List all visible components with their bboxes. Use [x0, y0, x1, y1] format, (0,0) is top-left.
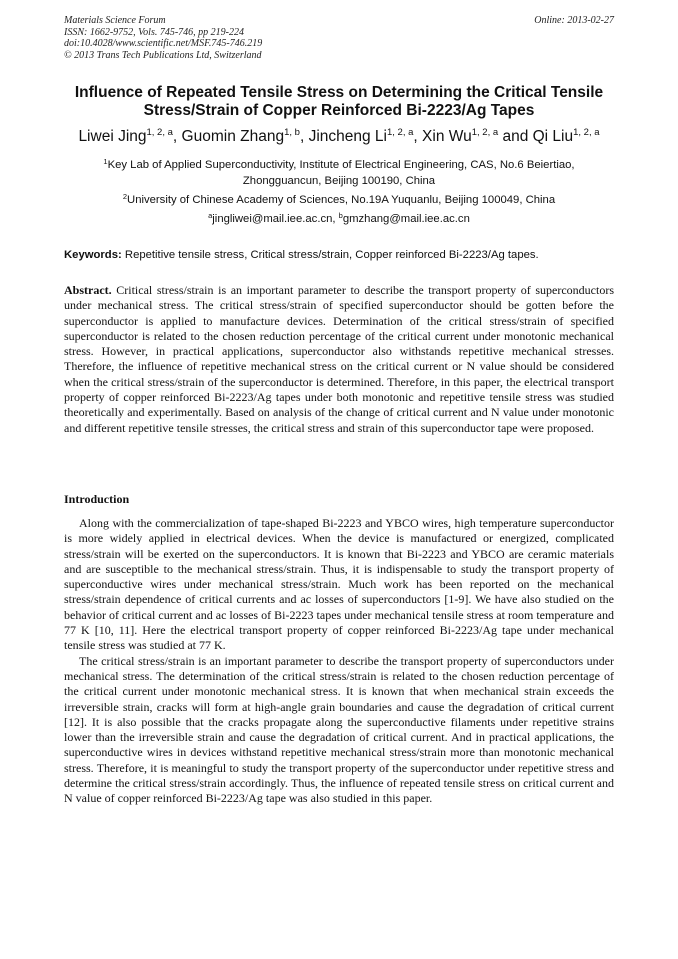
affiliation-2-text: University of Chinese Academy of Sciences, No.19A Yuquanlu, Beijing 100049, China	[127, 194, 556, 206]
online-date: Online: 2013-02-27	[534, 15, 614, 26]
author-affiliation-mark: 1, 2, a	[146, 127, 173, 138]
issn-line: ISSN: 1662-9752, Vols. 745-746, pp 219-224	[64, 26, 244, 38]
introduction-body	[64, 516, 614, 807]
introduction-heading: Introduction	[64, 492, 130, 506]
email-a-mark: a	[208, 211, 213, 220]
journal-header	[64, 15, 614, 61]
email-a: jingliwei@mail.iee.ac.cn,	[212, 213, 339, 225]
introduction-paragraph-1: Along with the commercialization of tape-shaped Bi-2223 and YBCO wires, high temperature superconductor is more widely applied in electrical devices. When the device is manufactured or energized, complicated stress/strain will be exerted on the superconductors. It is known that Bi-2223 and YBCO are ceramic materials and are susceptible to the mechanical stress/strain. Thus, it is indispensable to study the transport property of superconductive wires under mechanical stress/strain. Much work has been reported on the mechanical stress/strain dependence of critical currents and ac losses of superconductors [1-9]. We have also studied on the behavior of critical current and ac losses of Bi-2223 tapes under mechanical tensile stress at room temperature and 77 K [10, 11]. Here the electrical transport property of copper reinforced Bi-2223/Ag tape under mechanical tensile stress was studied at 77 K.	[64, 516, 614, 653]
author-affiliation-mark: 1, b	[284, 127, 300, 138]
abstract-text: Critical stress/strain is an important parameter to describe the transport property of superconductors under mechanical stress. The critical stress/strain of specified superconductor should be gotten before the superconductor is applied to manufacture devices. Determination of the critical stress/strain of specified superconductor is related to the chosen reduction percentage of the critical current under monotonic mechanical stress. However, in practical applications, superconductor also withstands repetitive mechanical stresses. Therefore, the influence of repetitive mechanical stress on the critical current or N value should be considered when the critical stress/strain of the superconductor is determined. Therefore, in this paper, the electrical transport property of copper reinforced Bi-2223/Ag tapes under both monotonic and repetitive tensile stress was studied theoretically and experimentally. Based on analysis of the change of critical current and N value under monotonic and different repetitive tensile stresses, the critical stress and strain of this superconductor tape were proposed.	[64, 283, 614, 435]
affiliation-1-text: Key Lab of Applied Superconductivity, Institute of Electrical Engineering, CAS, No.6 Beiertiao, Zhongguancun, Beijing 100190, China	[107, 159, 575, 187]
author-name: Jincheng Li	[308, 128, 387, 145]
author-separator: ,	[299, 128, 309, 145]
affiliation-1-mark: 1	[103, 157, 108, 166]
affiliation-1	[64, 157, 614, 189]
author-name: Liwei Jing	[78, 128, 147, 145]
email-b: gmzhang@mail.iee.ac.cn	[342, 213, 470, 225]
author-separator: and	[498, 128, 533, 145]
journal-name: Materials Science Forum	[64, 15, 166, 26]
author-emails	[64, 211, 614, 227]
author-name: Xin Wu	[422, 128, 472, 145]
paper-title: Influence of Repeated Tensile Stress on Determining the Critical Tensile Stress/Strain of Copper Reinforced Bi-2223/Ag Tapes	[74, 84, 604, 119]
author-separator: ,	[172, 128, 182, 145]
author-separator: ,	[413, 128, 423, 145]
keywords-text: Repetitive tensile stress, Critical stress/strain, Copper reinforced Bi-2223/Ag tapes.	[121, 249, 539, 261]
copyright-line: © 2013 Trans Tech Publications Ltd, Switzerland	[64, 49, 262, 61]
email-b-mark: b	[338, 211, 343, 220]
doi-line: doi:10.4028/www.scientific.net/MSF.745-746.219	[64, 38, 263, 50]
keywords	[64, 247, 614, 263]
author-affiliation-mark: 1, 2, a	[573, 127, 600, 138]
author-list	[40, 128, 638, 146]
author-affiliation-mark: 1, 2, a	[386, 127, 414, 138]
affiliation-2	[64, 192, 614, 208]
author-affiliation-mark: 1, 2, a	[471, 127, 499, 138]
affiliation-2-mark: 2	[122, 192, 128, 201]
abstract	[64, 283, 614, 436]
author-name: Qi Liu	[532, 128, 574, 145]
journal-info	[64, 15, 614, 61]
keywords-label: Keywords:	[64, 249, 122, 261]
author-name: Guomin Zhang	[181, 128, 285, 145]
introduction-paragraph-2: The critical stress/strain is an important parameter to describe the transport property of superconductors under mechanical stress. The determination of the critical stress/strain is related to the chosen reduction percentage of the critical current under monotonic mechanical stress. It is known that when mechanical strain exceeds the irreversible strain, cracks will form at high-angle grain boundaries and cause the degradation of critical current [12]. It is also possible that the cracks propagate along the superconductive filaments under repetitive strains lower than the irreversible strain and cause the degradation of critical current. And in practical applications, the superconductive wires in devices withstand repetitive mechanical stress/strain more than monotonic mechanical stress. Therefore, it is meaningful to study the transport property of the superconductor under repetitive stress and determine the critical stress/strain accordingly. Thus, the influence of repeated tensile stress on critical current and N value of copper reinforced Bi-2223/Ag tape was also studied in this paper.	[64, 653, 614, 806]
abstract-label: Abstract.	[64, 283, 112, 297]
